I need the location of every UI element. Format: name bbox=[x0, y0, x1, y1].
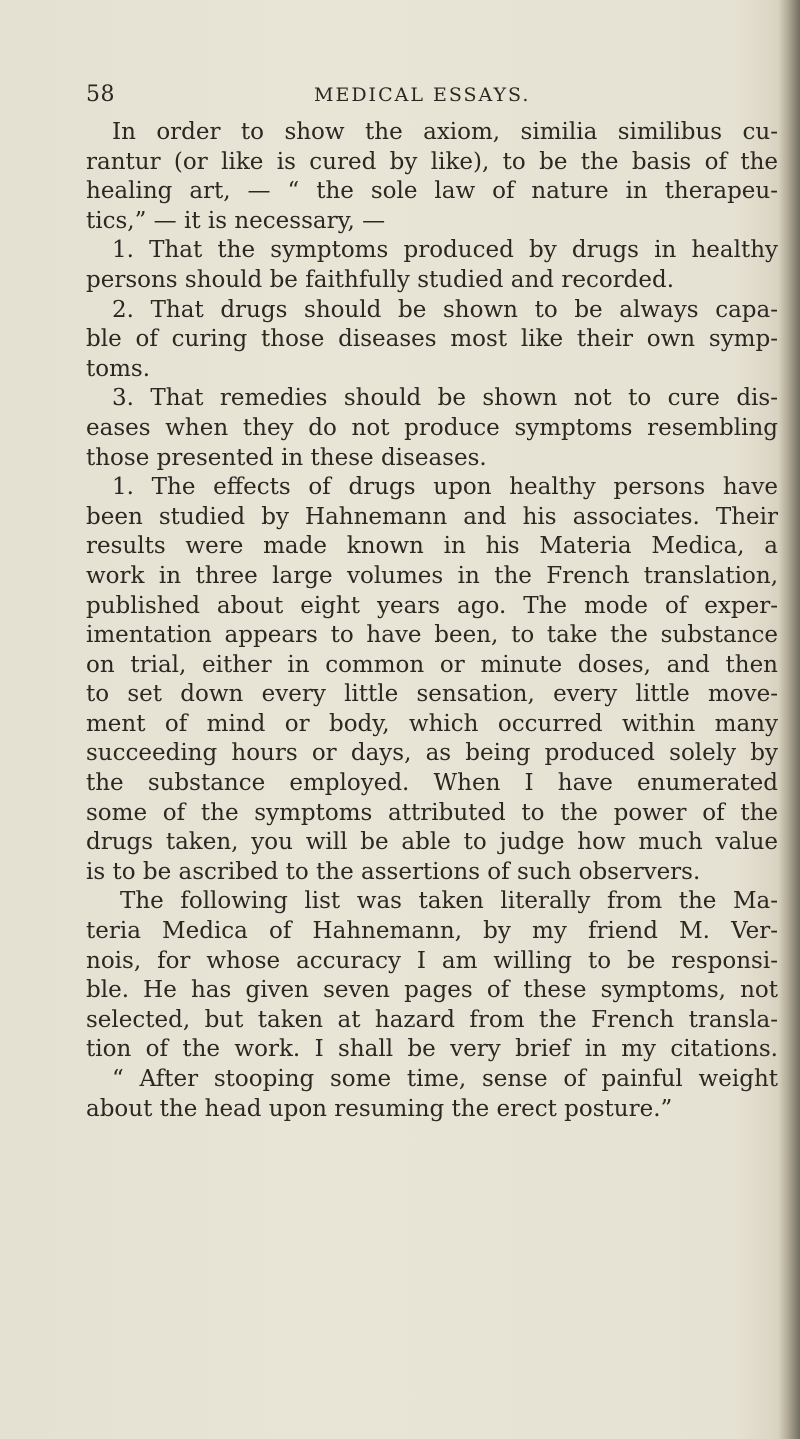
text-line: drugs taken, you will be able to judge how much value bbox=[86, 829, 778, 856]
text-line: 2. That drugs should be shown to be always capa- bbox=[112, 296, 778, 323]
running-head: MEDICAL ESSAYS. bbox=[314, 84, 531, 106]
text-line: teria Medica of Hahnemann, by my friend M. Ver- bbox=[86, 918, 778, 945]
text-line: The following list was taken literally from the Ma- bbox=[120, 888, 778, 915]
text-line: ble. He has given seven pages of these symptoms, not bbox=[86, 977, 778, 1004]
text-line: is to be ascribed to the assertions of such observers. bbox=[86, 858, 701, 885]
text-line: those presented in these diseases. bbox=[86, 444, 487, 471]
page-header bbox=[86, 82, 776, 118]
text-line: nois, for whose accuracy I am willing to be responsi- bbox=[86, 947, 778, 974]
text-line: selected, but taken at hazard from the French transla- bbox=[86, 1006, 778, 1033]
text-line: toms. bbox=[86, 355, 151, 382]
text-line: work in three large volumes in the French translation, bbox=[86, 562, 778, 589]
text-line: the substance employed. When I have enumerated bbox=[86, 770, 778, 797]
text-line: In order to show the axiom, similia similibus cu- bbox=[112, 119, 778, 145]
text-line: imentation appears to have been, to take the substance bbox=[86, 622, 778, 649]
text-line: 1. The effects of drugs upon healthy persons have bbox=[112, 474, 778, 501]
text-line: been studied by Hahnemann and his associates. Their bbox=[86, 503, 778, 530]
page-edge-shadow bbox=[778, 0, 800, 1439]
text-line: tics,” — it is necessary, — bbox=[86, 207, 386, 234]
text-line: published about eight years ago. The mode of exper- bbox=[86, 592, 778, 619]
text-line: tion of the work. I shall be very brief in my citations. bbox=[86, 1036, 778, 1063]
text-line: eases when they do not produce symptoms resembling bbox=[86, 414, 778, 441]
text-line: on trial, either in common or minute doses, and then bbox=[86, 651, 778, 678]
text-line: 1. That the symptoms produced by drugs in healthy bbox=[112, 237, 778, 264]
text-line: about the head upon resuming the erect posture.” bbox=[86, 1095, 673, 1122]
text-line: rantur (or like is cured by like), to be the basis of the bbox=[86, 148, 778, 175]
body-text bbox=[86, 118, 778, 1124]
text-line: results were made known in his Materia Medica, a bbox=[86, 533, 778, 560]
text-line: ble of curing those diseases most like their own symp- bbox=[86, 326, 778, 353]
text-line: persons should be faithfully studied and recorded. bbox=[86, 266, 675, 293]
text-line: “ After stooping some time, sense of painful weight bbox=[112, 1066, 778, 1092]
text-line: healing art, — “ the sole law of nature in therapeu- bbox=[86, 178, 778, 205]
text-line: some of the symptoms attributed to the power of the bbox=[86, 799, 778, 826]
page-number: 58 bbox=[86, 82, 115, 107]
text-line: 3. That remedies should be shown not to cure dis- bbox=[112, 385, 778, 412]
text-line: to set down every little sensation, every little move- bbox=[86, 681, 778, 708]
text-line: ment of mind or body, which occurred within many bbox=[86, 710, 778, 737]
text-line: succeeding hours or days, as being produced solely by bbox=[86, 740, 778, 767]
